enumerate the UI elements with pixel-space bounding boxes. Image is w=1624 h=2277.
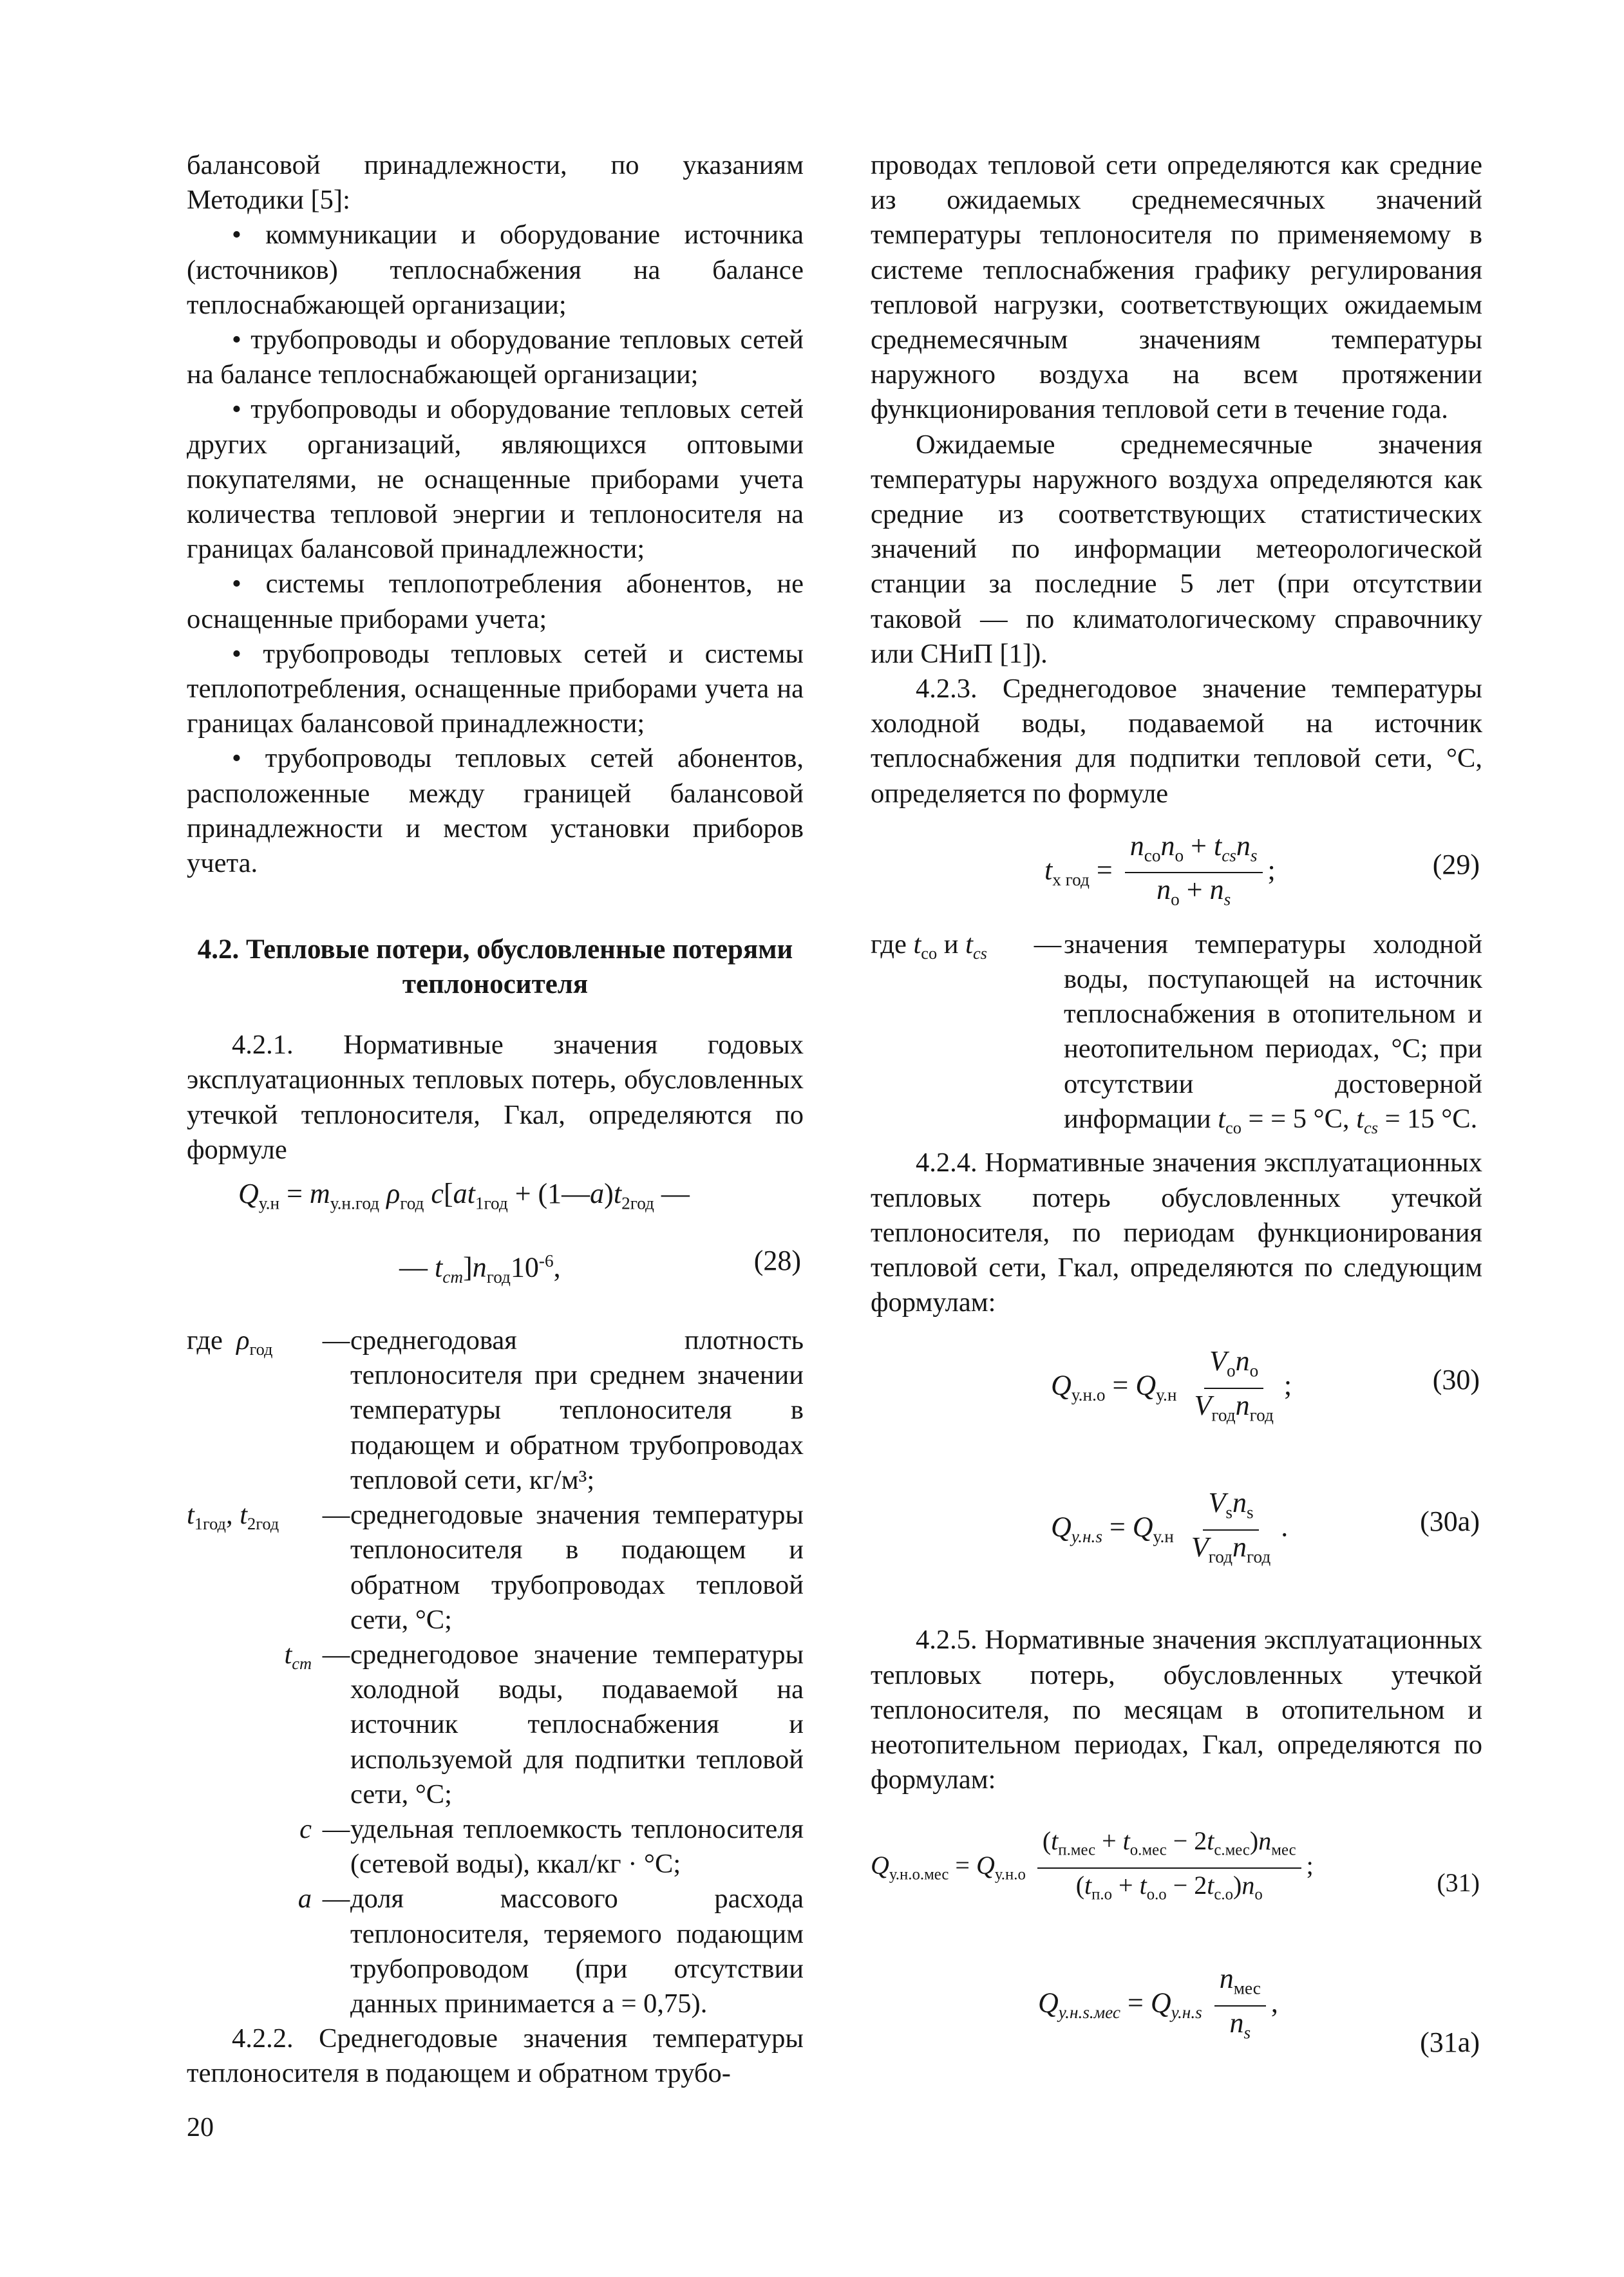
def-text: удельная теплоемкость теплоносителя (сетевой воды), ккал/кг · °С;: [350, 1813, 804, 1880]
def-symbol-c: c: [299, 1813, 312, 1844]
def-text: среднегодовые значения температуры теплоносителя в подающем и обратном трубопроводах тепловой сети, °С;: [350, 1500, 804, 1635]
paragraph-4-2-2: 4.2.2. Среднегодовые значения температуры теплоносителя в подающем и обратном трубо-: [187, 2023, 804, 2089]
def-text: среднегодовая плотность теплоносителя при среднем значении температуры теплоносителя в подающем и обратном трубопроводах тепловой сети, кг/м³;: [350, 1325, 804, 1495]
formula-30a-number: (30а): [1420, 1506, 1480, 1538]
def-dash: —: [322, 1325, 350, 1356]
formula-31-number: (31): [1437, 1868, 1480, 1898]
formula-31a: [871, 1954, 1482, 2077]
paragraph-4-2-1: 4.2.1. Нормативные значения годовых эксплуатационных тепловых потерь, обусловленных утечкой теплоносителя, Гкал, определяются по формуле: [187, 1030, 804, 1165]
def-symbol-rho: где $\rho_{год}$: [187, 1325, 273, 1359]
left-column: [187, 148, 804, 2092]
bullet-item: • трубопроводы и оборудование тепловых сетей на балансе теплоснабжающей организации;: [187, 325, 804, 390]
formula-30a-expression: $Q_{у.н.s} = Q_{у.н}$ $\frac{V_sn_s}{V_{год}n_{год}}$ .: [1051, 1487, 1289, 1567]
formula-31: [871, 1817, 1482, 1939]
bullet-item: • трубопроводы тепловых сетей и системы теплопотребления, оснащенные приборами учета на границах балансовой принадлежности;: [187, 638, 804, 739]
formula-31a-expression: $Q_{у.н.s.мес} = Q_{у.н.s}$ $\frac{n_{мес}}{n_s}$ ,: [1038, 1963, 1278, 2043]
paragraph-continued: проводах тепловой сети определяются как средние из ожидаемых среднемесячных значений температуры теплоносителя по применяемому в системе теплоснабжения графику регулирования тепловой нагрузки, соответствующих ожидаемым среднемесячным значениям температуры наружного воздуха на всем протяжении функционирования тепловой сети в течение года.: [871, 150, 1482, 425]
def-dash: —: [322, 1500, 350, 1531]
bullet-item: • системы теплопотребления абонентов, не оснащенные приборами учета;: [187, 569, 804, 634]
definitions-29: [871, 927, 1482, 1146]
def-symbol-tcm: $t_{cm}$: [284, 1639, 312, 1674]
formula-28-line2: — $t_{cm}]n_{год}10^{-6}$,: [399, 1251, 561, 1287]
formula-28: [187, 1176, 804, 1305]
intro-paragraph: балансовой принадлежности, по указаниям Методики [5]:: [187, 150, 804, 216]
formula-30-number: (30): [1432, 1364, 1480, 1396]
def-text: среднегодовое значение температуры холодной воды, подаваемой на источник теплоснабжения и используемой для подпитки тепловой сети, °С;: [350, 1639, 804, 1809]
definitions-28: [187, 1323, 804, 2021]
formula-29: [871, 824, 1482, 921]
bullet-item: • трубопроводы и оборудование тепловых сетей других организаций, являющихся оптовыми покупателями, не оснащенные приборами учета количества тепловой энергии и теплоносителя на границах балансовой принадлежности;: [187, 394, 804, 565]
formula-31-expression: $Q_{у.н.о.мес} = Q_{у.н.о}$ $\frac{(t_{п.мес} + t_{о.мес} - 2t_{с.мес})n_{мес}}{(t_{п.о} + t_{о.о} - 2t_{с.о})n_о}$ ;: [871, 1826, 1314, 1904]
def-dash: —: [322, 1884, 350, 1914]
paragraph-4-2-3: 4.2.3. Среднегодовое значение температуры холодной воды, подаваемой на источник теплоснабжения для подпитки тепловой сети, °С, определяется по формуле: [871, 674, 1482, 809]
page-number: 20: [187, 2113, 214, 2142]
def-symbol-a: a: [297, 1884, 312, 1914]
def-symbol-tco-tcs: где $t_{со}$ и $t_{cs}$: [871, 929, 987, 963]
def-dash: —: [322, 1813, 350, 1844]
bullet-item: • коммуникации и оборудование источника (источников) теплоснабжения на балансе теплоснабжающей организации;: [187, 220, 804, 320]
bullet-item: • трубопроводы тепловых сетей абонентов, расположенные между границей балансовой принадлежности и местом установки приборов учета.: [187, 743, 804, 879]
section-heading: 4.2. Тепловые потери, обусловленные потерями теплоносителя: [197, 934, 793, 1000]
formula-31a-number: (31а): [1420, 2027, 1480, 2059]
right-column: [871, 148, 1482, 2077]
def-text: значения температуры холодной воды, поступающей на источник теплоснабжения в отопительном и неотопительном периодах, °С; при отсутствии достоверной информации $t_{со}$ = = 5 °С, $t_{cs} = 15$ °С.: [1064, 929, 1482, 1138]
formula-29-expression: $t_{х год}$ = $\frac{n_{со}n_о + t_{cs}n_s}{n_о + n_s}$ ;: [1044, 831, 1276, 915]
formula-29-fraction: $\frac{n_{со}n_о + t_{cs}n_s}{n_о + n_s}$: [1125, 831, 1263, 915]
def-text: доля массового расхода теплоносителя, теряемого подающим трубопроводом (при отсутствии данных принимается a = 0,75).: [350, 1884, 804, 2019]
formula-28-number: (28): [753, 1245, 801, 1277]
paragraph-4-2-4: 4.2.4. Нормативные значения эксплуатационных тепловых потерь обусловленных утечкой теплоносителя, по периодам функционирования тепловой сети, Гкал, определяются по следующим формулам:: [871, 1148, 1482, 1318]
def-dash: —: [322, 1639, 350, 1670]
paragraph-air-temperature: Ожидаемые среднемесячные значения температуры наружного воздуха определяются как средние из соответствующих статистических значений по информации метеорологической станции за последние 5 лет (при отсутствии таковой — по климатологическому справочнику или СНиП [1]).: [871, 429, 1482, 669]
formula-28-line1: $Q_{у.н} = m_{у.н.год}$ $\rho_{год}$ $c[at_{1год}$ + $(1—a)t_{2год}$ —: [238, 1178, 690, 1213]
formula-30: [871, 1333, 1482, 1455]
paragraph-4-2-5: 4.2.5. Нормативные значения эксплуатационных тепловых потерь, обусловленных утечкой теплоносителя, по месяцам в отопительном и неотопительном периодах, Гкал, определяются по формулам:: [871, 1625, 1482, 1795]
formula-30-expression: $Q_{у.н.о} = Q_{у.н}$ $\frac{V_оn_о}{V_{год}n_{год}}$ ;: [1051, 1345, 1292, 1425]
def-symbol-t1-t2: $t_{1год}$, $t_{2год}$: [187, 1500, 279, 1534]
formula-29-number: (29): [1432, 848, 1480, 880]
formula-30a: [871, 1475, 1482, 1597]
def-dash: —: [1034, 929, 1062, 959]
